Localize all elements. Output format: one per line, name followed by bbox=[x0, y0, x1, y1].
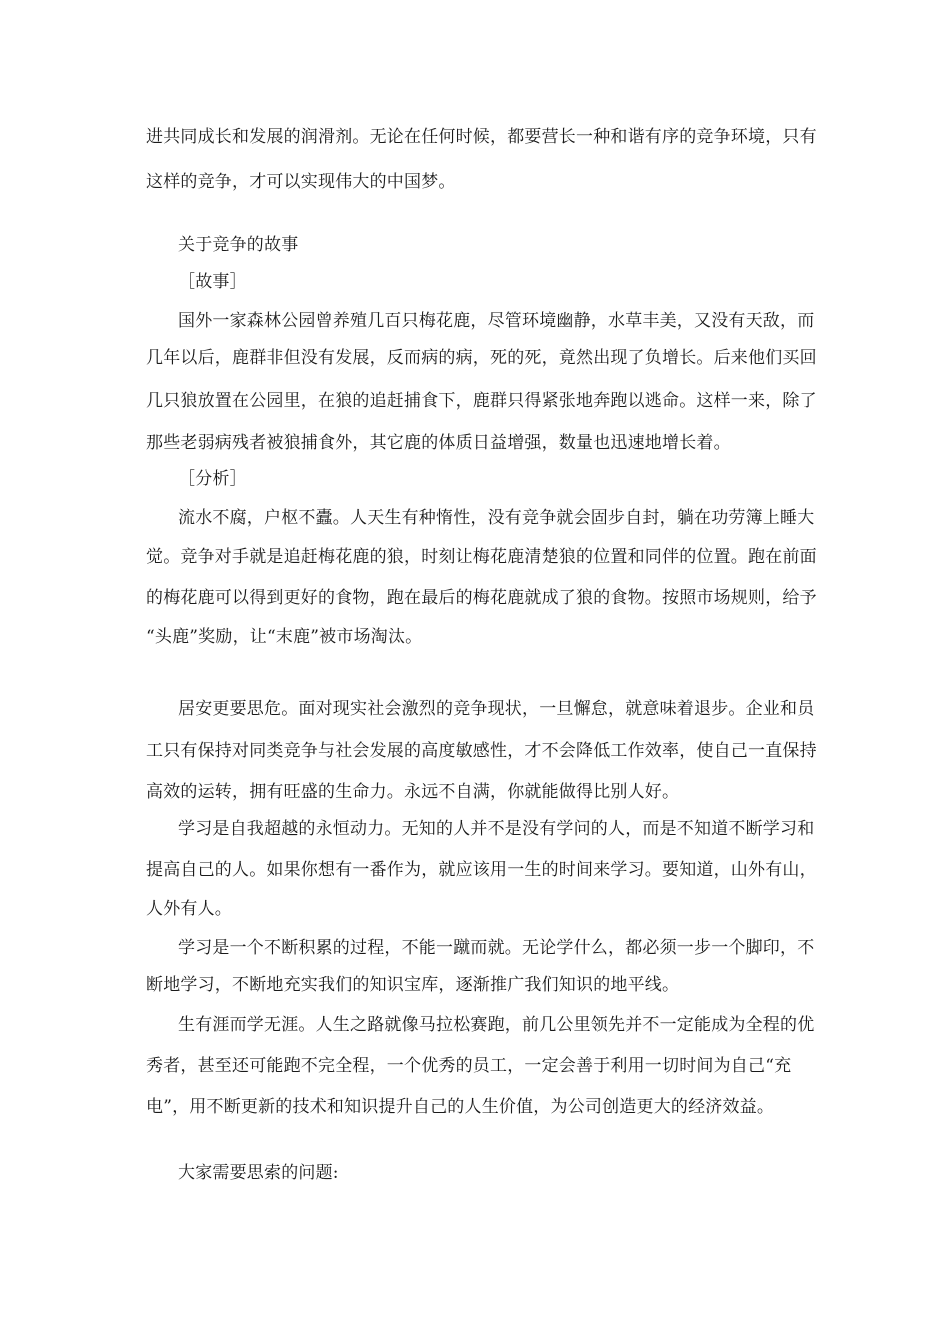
closing-line: 大家需要思索的问题: bbox=[178, 1163, 339, 1183]
analysis-line-2: 觉。竞争对手就是追赶梅花鹿的狼，时刻让梅花鹿清楚狼的位置和同伴的位置。跑在前面 bbox=[146, 547, 817, 567]
para3-line-1: 学习是一个不断积累的过程，不能一蹴而就。无论学什么，都必须一步一个脚印，不 bbox=[178, 938, 815, 958]
analysis-line-1: 流水不腐，户枢不蠹。人天生有种惰性，没有竞争就会固步自封，躺在功劳簿上睡大 bbox=[178, 508, 815, 528]
story-line-2: 几年以后，鹿群非但没有发展，反而病的病，死的死，竟然出现了负增长。后来他们买回 bbox=[146, 348, 817, 368]
para2-line-3: 人外有人。 bbox=[146, 899, 232, 919]
story-label: ［故事］ bbox=[178, 272, 247, 292]
section-title: 关于竞争的故事 bbox=[178, 235, 299, 255]
para1-line-2: 工只有保持对同类竞争与社会发展的高度敏感性，才不会降低工作效率，使自己一直保持 bbox=[146, 741, 817, 761]
analysis-label: ［分析］ bbox=[178, 469, 247, 489]
analysis-line-4: “头鹿”奖励，让“末鹿”被市场淘汰。 bbox=[146, 627, 423, 647]
para4-line-3: 电”，用不断更新的技术和知识提升自己的人生价值，为公司创造更大的经济效益。 bbox=[146, 1097, 775, 1117]
para4-line-1: 生有涯而学无涯。人生之路就像马拉松赛跑，前几公里领先并不一定能成为全程的优 bbox=[178, 1015, 815, 1035]
para4-line-2: 秀者，甚至还可能跑不完全程，一个优秀的员工，一定会善于利用一切时间为自己“充 bbox=[146, 1056, 792, 1076]
para3-line-2: 断地学习，不断地充实我们的知识宝库，逐渐推广我们知识的地平线。 bbox=[146, 975, 680, 995]
analysis-line-3: 的梅花鹿可以得到更好的食物，跑在最后的梅花鹿就成了狼的食物。按照市场规则，给予 bbox=[146, 588, 817, 608]
story-line-3: 几只狼放置在公园里，在狼的追赶捕食下，鹿群只得紧张地奔跑以逃命。这样一来，除了 bbox=[146, 391, 817, 411]
para1-line-1: 居安更要思危。面对现实社会激烈的竞争现状，一旦懈怠，就意味着退步。企业和员 bbox=[178, 699, 815, 719]
story-line-4: 那些老弱病残者被狼捕食外，其它鹿的体质日益增强，数量也迅速地增长着。 bbox=[146, 433, 731, 453]
story-line-1: 国外一家森林公园曾养殖几百只梅花鹿，尽管环境幽静，水草丰美，又没有天敌，而 bbox=[178, 311, 815, 331]
para1-line-3: 高效的运转，拥有旺盛的生命力。永远不自满，你就能做得比别人好。 bbox=[146, 782, 680, 802]
para2-line-1: 学习是自我超越的永恒动力。无知的人并不是没有学问的人，而是不知道不断学习和 bbox=[178, 819, 815, 839]
intro-line-1: 进共同成长和发展的润滑剂。无论在任何时候，都要营长一种和谐有序的竞争环境，只有 bbox=[146, 127, 817, 147]
intro-line-2: 这样的竞争，才可以实现伟大的中国梦。 bbox=[146, 172, 456, 192]
para2-line-2: 提高自己的人。如果你想有一番作为，就应该用一生的时间来学习。要知道，山外有山， bbox=[146, 860, 817, 880]
